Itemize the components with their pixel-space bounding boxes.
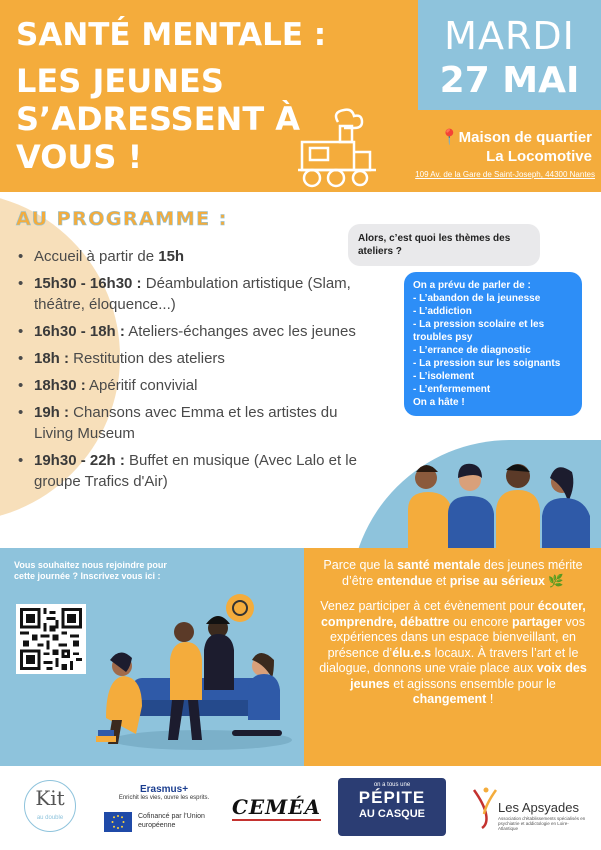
venue-name: 📍Maison de quartier La Locomotive (439, 129, 592, 165)
list-item: • 19h : Chansons avec Emma et les artistes du Living Museum (18, 402, 358, 444)
page-title: SANTÉ MENTALE : (16, 17, 327, 53)
eu-cofunding-text: Cofinancé par l’Union européenne (138, 813, 205, 829)
description-paragraph-2: Venez participer à cet évènement pour écouter, comprendre, débattre ou encore partager vos expériences dans un espace bienveillant, en présence d’élu.e.s locaux. À travers l’art et le dialogue, donnons une vraie place aux voix des jeunes et agissons ensemble pour le changement ! (319, 599, 587, 706)
programme-list (18, 246, 358, 498)
people-hugging-illustration (404, 458, 594, 550)
list-item: • 16h30 - 18h : Ateliers-échanges avec les jeunes (18, 321, 358, 342)
description-paragraph-1: Parce que la santé mentale des jeunes mérite d’être entendue et prise au sérieux 🌿 (323, 558, 583, 588)
erasmus-logo: Erasmus+ Enrichit les vies, ouvre les esprits. (118, 784, 210, 801)
list-item: • 15h30 - 16h30 : Déambulation artistique (Slam, théâtre, éloquence...) (18, 273, 358, 315)
list-item: • Accueil à partir de 15h (18, 246, 358, 267)
event-day: MARDI (444, 14, 575, 58)
registration-text: Vous souhaitez nous rejoindre pour cette journée ? Inscrivez vous ici : (14, 560, 167, 581)
page-subtitle: LES JEUNES S’ADRESSENT À VOUS ! (16, 62, 301, 176)
train-icon (292, 108, 382, 192)
pepite-au-casque-logo: on a tous une PÉPITE AU CASQUE (338, 778, 446, 836)
venue-address[interactable]: 109 Av. de la Gare de Saint-Joseph, 44300 Nantes (415, 170, 595, 179)
qr-code-icon (20, 608, 82, 670)
cemea-logo: CEMÉA (232, 795, 322, 819)
leaf-icon: 🌿 (544, 573, 564, 588)
event-description (316, 558, 590, 708)
group-discussion-illustration (92, 590, 297, 762)
qr-code[interactable] (16, 604, 86, 674)
programme-title: AU PROGRAMME : (16, 208, 228, 230)
event-date: 27 MAI (439, 60, 580, 101)
kit-au-double-logo: Kit au double (24, 780, 76, 832)
list-item: • 19h30 - 22h : Buffet en musique (Avec Lalo et le groupe Trafics d'Air) (18, 450, 358, 492)
chat-question-bubble: Alors, c’est quoi les thèmes des ateliers ? (348, 224, 540, 266)
location-pin-icon: 📍 (439, 129, 459, 146)
list-item: • 18h30 : Apéritif convivial (18, 375, 358, 396)
event-poster: SANTÉ MENTALE : LES JEUNES S’ADRESSENT À VOUS ! MARDI 27 MAI 📍Maison de quartier La Locomotive 109 Av. de la Gare de Saint-Joseph, 44300 Nantes AU PROGRAMME : • Accueil à partir de 15h • 15h30 - 16h30 : Déambulation artistique (Slam, théâtre, éloquence...) • 16h30 - 18h : Ateliers-échanges avec les jeunes • 18h : Restitution des ateliers • 18h30 : Apéritif convivial • 19h : Chansons avec Emma et les artistes du Living Museum • 19h30 - 22h : Buffet en musique (Avec Lalo et le groupe Trafics d'Air) Alors, c’est quoi les thèmes des ateliers ? On a prévu de parler de : - L’abandon de la jeunesse - L’addiction - La pression scolaire et les troubles psy - L’errance de diagnostic - La pression sur les soignants - L’isolement - L’enfermement On a hâte ! Vous souhaitez nous rejoindre pour cette journée ? Inscrivez vous ici : Parce que la santé mentale des jeunes mérite d’être entendue et prise au sérieux 🌿 Venez participer à cet évènement pour écouter, comprendre, débattre ou encore partager vos expériences dans un espace bienveillant, en présence d’élu.e.s locaux. À travers l’art et le dialogue, donnons une vraie place aux voix des jeunes et agissons ensemble pour le changement ! Kit au double Erasmus+ Enrichit les vies, ouvre les esprits. Cofinancé par l’Union européenne CEMÉA on a tous une PÉPITE AU CASQUE Les Apsyades Association d’établissements spécialisés en psychiatrie et addictologie en Loire-Atlantique (0, 0, 601, 850)
chat-answer-bubble: On a prévu de parler de : - L’abandon de la jeunesse - L’addiction - La pression scolaire et les troubles psy - L’errance de diagnostic - La pression sur les soignants - L’isolement - L’enfermement On a hâte ! (404, 272, 582, 416)
list-item: • 18h : Restitution des ateliers (18, 348, 358, 369)
apsyades-mark-icon (470, 786, 500, 830)
eu-flag-icon (104, 812, 132, 832)
